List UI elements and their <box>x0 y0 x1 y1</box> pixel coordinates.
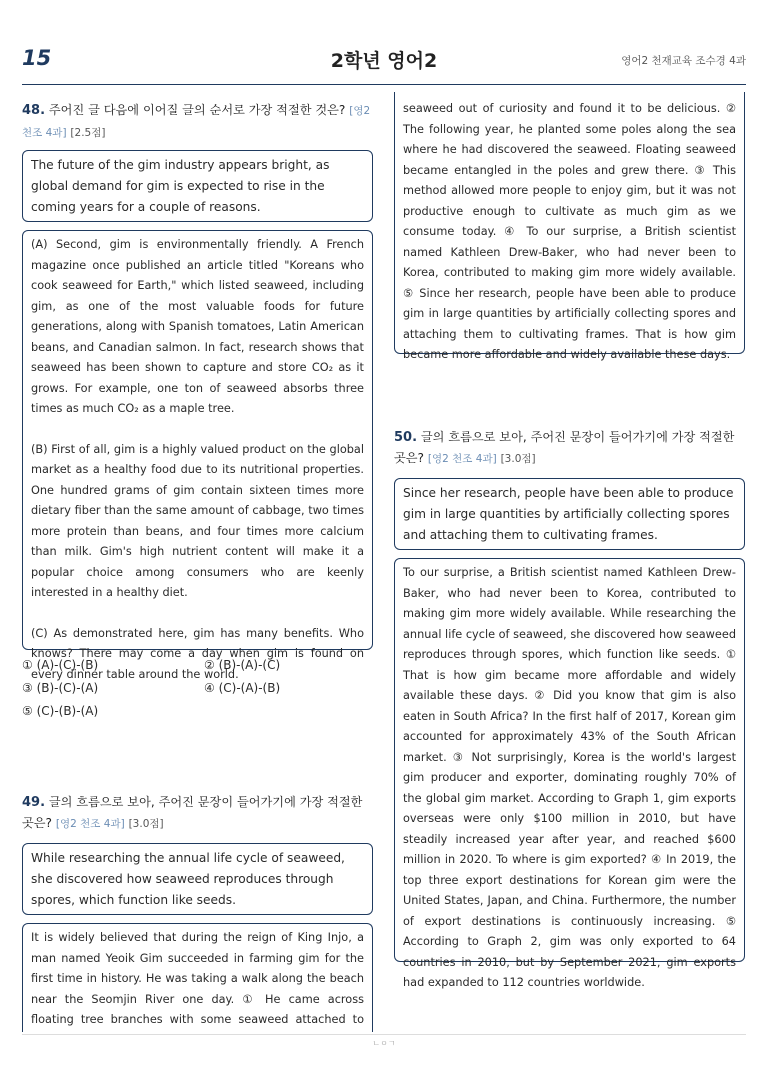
q49-given-box <box>22 843 373 915</box>
q49-source: [영2 천조 4과] <box>55 818 125 830</box>
page-number: 15 <box>22 46 52 70</box>
q49-prompt-text: 글의 흐름으로 보아, 주어진 문장이 들어가기에 가장 적절한 곳은? <box>22 795 363 830</box>
q48-number: 48. <box>22 103 46 118</box>
q50-prompt-text: 글의 흐름으로 보아, 주어진 문장이 들어가기에 가장 적절한 곳은? <box>394 430 735 465</box>
q50-given-text: Since her research, people have been able to produce gim in large quantities by artificially collecting spores and attaching them to cultivating frames. <box>403 486 734 542</box>
q49-points: [3.0점] <box>128 818 164 830</box>
header-subtitle: 영어2 천재교육 조수경 4과 <box>621 55 746 67</box>
q48-option-3[interactable]: ③ (B)-(C)-(A) <box>22 681 99 695</box>
footer-mark: ㄴㅇㄱ <box>372 1039 396 1048</box>
header-divider <box>22 84 746 85</box>
q49-passage-start: It is widely believed that during the reign of King Injo, a man named Yeoik Gim succeeded in farming gim for the first time in history. He was taking a walk along the beach near the Seomjin River one day. ① He came across floating tree branches with some seaweed attached to <box>31 931 364 1026</box>
q48-given-box <box>22 150 373 222</box>
page-title: 2학년 영어2 <box>330 50 438 72</box>
q48-option-2[interactable]: ② (B)-(A)-(C) <box>204 658 281 672</box>
q49-passage-cont: seaweed out of curiosity and found it to be delicious. ② The following year, he planted some poles along the sea where he had discovered the seaweed. Floating seaweed became entangled in the poles and grew there. ③ This method allowed more people to enjoy gim, but it was not productive enough to cultivate as much gim as we consume today. ④ To our surprise, a British scientist named Kathleen Drew-Baker, who had never been to Korea, contributed to making gim more widely available. ⑤ Since her research, people have been able to produce gim in large quantities by artificially collecting spores and attaching them to cultivating frames. That is how gim became more affordable and widely available these days. <box>403 102 736 361</box>
q50-source: [영2 천조 4과] <box>427 453 497 465</box>
q48-option-1[interactable]: ① (A)-(C)-(B) <box>22 658 99 672</box>
q49-number: 49. <box>22 795 46 810</box>
q50-passage-box <box>394 558 745 989</box>
q48-given-text: The future of the gim industry appears bright, as global demand for gim is expected to rise in the coming years for a couple of reasons. <box>31 158 330 214</box>
q48-para-b: (B) First of all, gim is a highly valued product on the global market as a healthy food due to its nutritional properties. One hundred grams of gim contain sixteen times more dietary fiber than the same amount of cabbage, two times more protein than beans, and four times more calcium than milk. Gim's high nutrient content will make it a popular choice among consumers who are keenly interested in a healthy diet. <box>31 442 364 599</box>
q49-given-text: While researching the annual life cycle of seaweed, she discovered how seaweed reproduces through spores, which function like seeds. <box>31 851 345 907</box>
q48-points: [2.5점] <box>70 127 106 139</box>
q50-number: 50. <box>394 430 418 445</box>
q48-para-a: (A) Second, gim is environmentally friendly. A French magazine once published an article titled "Koreans who cook seaweed for Earth," which listed seaweed, including gim, as one of the most valuable foods for future generations, along with Spanish tomatoes, Latin American beans, and Canadian salmon. In fact, research shows that seaweed has been shown to capture and store CO₂ as it grows. For example, one ton of seaweed absorbs three times as much CO₂ as a maple tree. <box>31 238 364 415</box>
footer-divider <box>22 1034 746 1035</box>
q49-prompt <box>22 792 372 835</box>
q48-option-5[interactable]: ⑤ (C)-(B)-(A) <box>22 704 99 718</box>
q50-points: [3.0점] <box>500 453 536 465</box>
q48-option-4[interactable]: ④ (C)-(A)-(B) <box>204 681 281 695</box>
q48-prompt-text: 주어진 글 다음에 이어질 글의 순서로 가장 적절한 것은? <box>48 103 346 117</box>
q50-passage: To our surprise, a British scientist named Kathleen Drew-Baker, who had never been to Korea, contributed to making gim more widely available. While researching the annual life cycle of seaweed, she discovered how seaweed reproduces through spores, which function like seeds. ① That is how gim became more affordable and widely available these days. ② Did you know that gim is also eaten in South Africa? In the first half of 2017, Korean gim accounted for approximately 43% of the South African market. ③ Not surprisingly, Korea is the world's largest gim producer and exporter, dominating roughly 70% of the global gim market. According to Graph 1, gim exports overseas were only $100 million in 2010, but have steadily increased year after year, and reached $600 million in 2020. To where is gim exported? ④ In 2019, the top three export destinations for Korean gim were the United States, Japan, and China. Furthermore, the number of export destinations is continuously increasing. ⑤ According to Graph 2, gim was only exported to 64 countries in 2010, but by September 2021, gim exports had expanded to 112 countries worldwide. <box>403 566 736 989</box>
q48-prompt <box>22 100 372 144</box>
q48-para-c: (C) As demonstrated here, gim has many benefits. Who knows? There may come a day when gim is found on every dinner table around the world. <box>31 626 364 681</box>
q50-prompt <box>394 427 744 470</box>
q48-source: [영2 천조 4과] <box>22 105 371 139</box>
q50-given-box <box>394 478 745 550</box>
q48-options <box>22 654 372 724</box>
q49-passage-box-right <box>394 92 745 361</box>
